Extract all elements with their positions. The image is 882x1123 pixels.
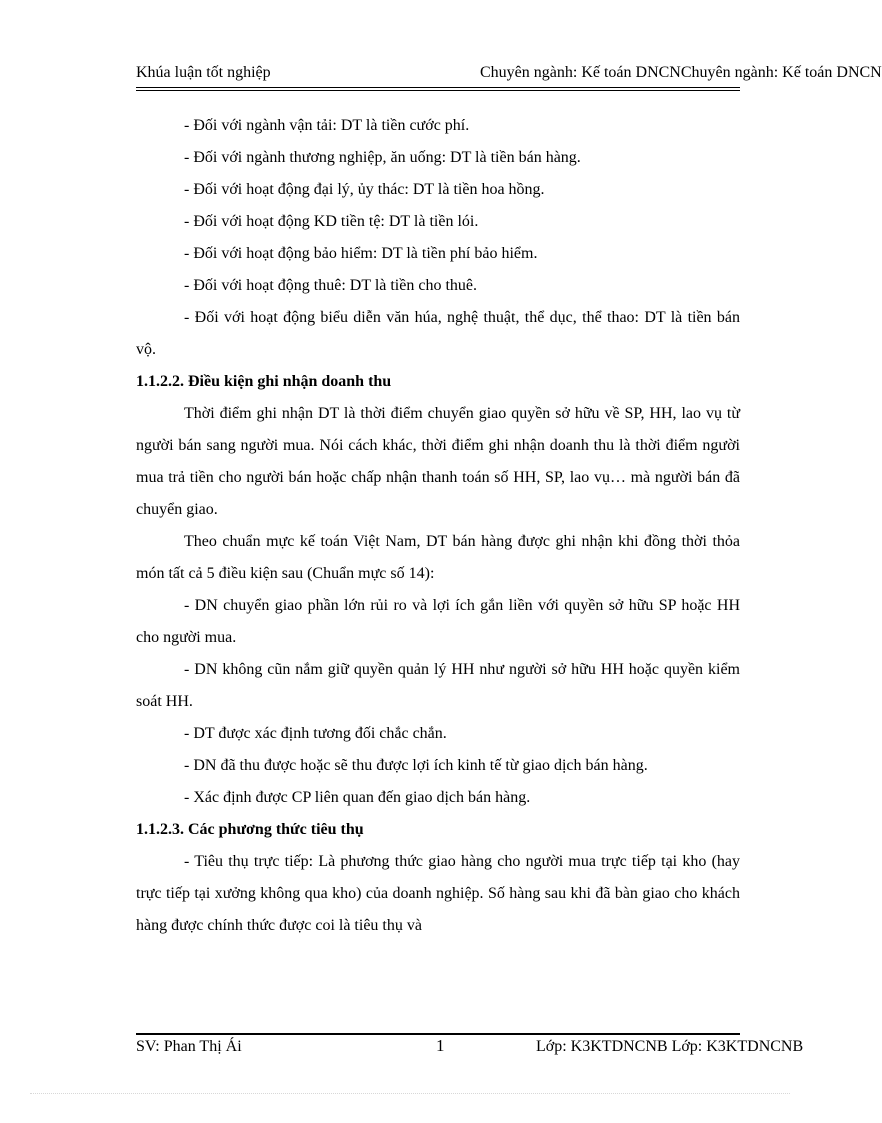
section-heading: 1.1.2.2. Điều kiện ghi nhận doanh thu [136, 373, 392, 390]
body-paragraph: - DT được xác định tương đối chắc chắn. [184, 725, 447, 742]
body-paragraph: - Đối với ngành vận tải: DT là tiền cước phí. [184, 117, 470, 134]
body-paragraph: - Tiêu thụ trực tiếp: Là phương thức giao hàng cho người mua trực tiếp tại kho (hay trực tiếp tại xưởng không qua kho) của doanh nghiệp. Số hàng sau khi đã bàn giao cho khách hàng được chính thức được coi là tiêu thụ và [136, 853, 740, 934]
body-paragraph: - Đối với hoạt động thuê: DT là tiền cho thuê. [184, 277, 477, 294]
body-paragraph: - Xác định được CP liên quan đến giao dịch bán hàng. [184, 789, 531, 806]
header-thesis-title: Khúa luận tốt nghiệp [136, 64, 271, 81]
body-paragraph: - DN đã thu được hoặc sẽ thu được lợi ích kinh tế từ giao dịch bán hàng. [184, 757, 648, 774]
body-paragraph: Thời điểm ghi nhận DT là thời điểm chuyển giao quyền sở hữu về SP, HH, lao vụ từ người bán sang người mua. Nói cách khác, thời điểm ghi nhận doanh thu là thời điểm người mua trả tiền cho người bán hoặc chấp nhận thanh toán số HH, SP, lao vụ… mà người bán đã chuyển giao. [136, 405, 740, 518]
header-rule-double [136, 90, 740, 91]
body-paragraph: - DN chuyển giao phần lớn rủi ro và lợi ích gắn liền với quyền sở hữu SP hoặc HH cho người mua. [136, 597, 740, 646]
body-paragraph: - Đối với hoạt động KD tiền tệ: DT là tiền lói. [184, 213, 479, 230]
body-paragraph: - Đối với ngành thương nghiệp, ăn uống: DT là tiền bán hàng. [184, 149, 581, 166]
body-paragraph: - Đối với hoạt động đại lý, ủy thác: DT là tiền hoa hồng. [184, 181, 545, 198]
page-footer [136, 1038, 816, 1062]
body-paragraph: - Đối với hoạt động bảo hiểm: DT là tiền phí bảo hiểm. [184, 245, 538, 262]
body-paragraph: Theo chuẩn mực kế toán Việt Nam, DT bán hàng được ghi nhận khi đồng thời thỏa món tất cả 5 điều kiện sau (Chuẩn mực số 14): [136, 533, 740, 582]
section-heading: 1.1.2.3. Các phương thức tiêu thụ [136, 821, 364, 838]
body-paragraph: - Đối với hoạt động biểu diễn văn húa, nghệ thuật, thể dục, thể thao: DT là tiền bán vộ. [136, 309, 740, 358]
footer-class: Lớp: K3KTDNCNB Lớp: K3KTDNCNB [536, 1038, 804, 1055]
body-paragraph: - DN không cũn nắm giữ quyền quản lý HH như người sở hữu HH hoặc quyền kiểm soát HH. [136, 661, 740, 710]
document-body [136, 110, 740, 942]
header-major: Chuyên ngành: Kế toán DNCNChuyên ngành: Kế toán DNCN [480, 64, 882, 81]
footer-student-name: SV: Phan Thị Ái [136, 1038, 242, 1055]
page-edge-divider [30, 1093, 790, 1094]
page-number: 1 [436, 1036, 445, 1055]
page-header [136, 64, 882, 86]
header-rule [136, 87, 740, 88]
footer-rule [136, 1033, 740, 1035]
